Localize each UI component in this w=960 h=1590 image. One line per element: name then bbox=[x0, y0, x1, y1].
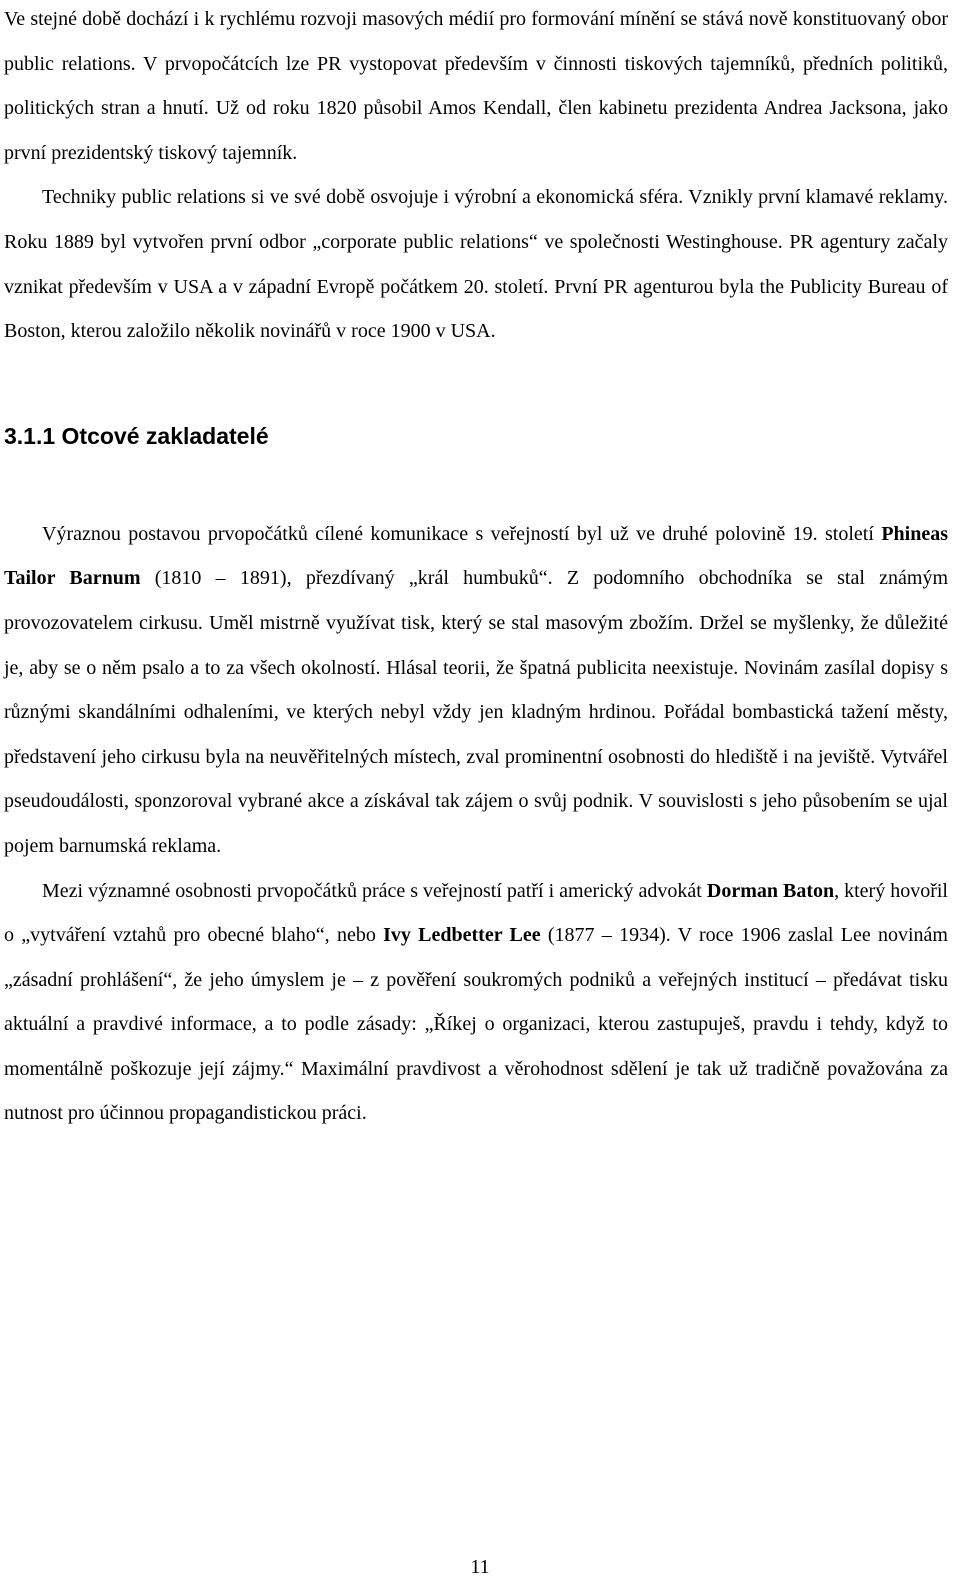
paragraph-barnum bbox=[4, 512, 948, 869]
text-span: Výraznou postavou prvopočátků cílené komunikace s veřejností byl už ve druhé polovině 19. století bbox=[42, 522, 882, 545]
document-page bbox=[4, 0, 948, 1136]
page-number: 11 bbox=[470, 1556, 490, 1578]
text-span: (1810 – 1891), přezdívaný „král humbuků“. Z podomního obchodníka se stal známým provozovatelem cirkusu. Uměl mistrně využívat tisk, který se stal masovým zbožím. Držel se myšlenky, že důležité je, aby se o něm psalo a to za všech okolností. Hlásal teorii, že špatná publicita neexistuje. Novinám zasílal dopisy s různými skandálními odhaleními, ve kterých nebyl vždy jen kladným hrdinou. Pořádal bombastická tažení městy, představení jeho cirkusu byla na neuvěřitelných místech, zval prominentní osobnosti do hlediště i na jeviště. Vytvářel pseudoudálosti, sponzoroval vybrané akce a získával tak zájem o svůj podnik. V souvislosti s jeho působením se ujal pojem barnumská reklama. bbox=[4, 567, 949, 857]
bold-name-lee: Ivy Ledbetter Lee bbox=[383, 924, 541, 947]
bold-name-barnum: Phineas Tailor Barnum bbox=[4, 522, 948, 590]
paragraph-media-pr: Ve stejné době dochází i k rychlému rozvoji masových médií pro formování mínění se stává nově konstituovaný obor public relations. V prvopočátcích lze PR vystopovat především v činnosti tiskových tajemníků, předních politiků, politických stran a hnutí. Už od roku 1820 působil Amos Kendall, člen kabinetu prezidenta Andrea Jacksona, jako první prezidentský tiskový tajemník. bbox=[4, 8, 948, 164]
text-span: , který hovořil o „vytváření vztahů pro obecné blaho“, nebo bbox=[4, 879, 948, 947]
section-heading: 3.1.1 Otcové zakladatelé bbox=[4, 422, 269, 449]
paragraph-techniques: Techniky public relations si ve své době osvojuje i výrobní a ekonomická sféra. Vznikly první klamavé reklamy. Roku 1889 byl vytvořen první odbor „corporate public relations“ ve společnosti Westinghouse. PR agentury začaly vznikat především v USA a v západní Evropě počátkem 20. století. První PR agenturou byla the Publicity Bureau of Boston, kterou založilo několik novinářů v roce 1900 v USA. bbox=[4, 186, 948, 343]
text-span: Mezi významné osobnosti prvopočátků práce s veřejností patří i americký advokát bbox=[42, 879, 707, 902]
text-span: (1877 – 1934). V roce 1906 zaslal Lee novinám „zásadní prohlášení“, že jeho úmyslem je – z pověření soukromých podniků a veřejných institucí – předávat tisku aktuální a pravdivé informace, a to podle zásady: „Říkej o organizaci, kterou zastupuješ, pravdu i tehdy, když to momentálně poškozuje její zájmy.“ Maximální pravdivost a věrohodnost sdělení je tak už tradičně považována za nutnost pro účinnou propagandistickou práci. bbox=[4, 924, 948, 1125]
paragraph-lee bbox=[4, 869, 948, 1137]
bold-name-baton: Dorman Baton bbox=[706, 879, 835, 902]
